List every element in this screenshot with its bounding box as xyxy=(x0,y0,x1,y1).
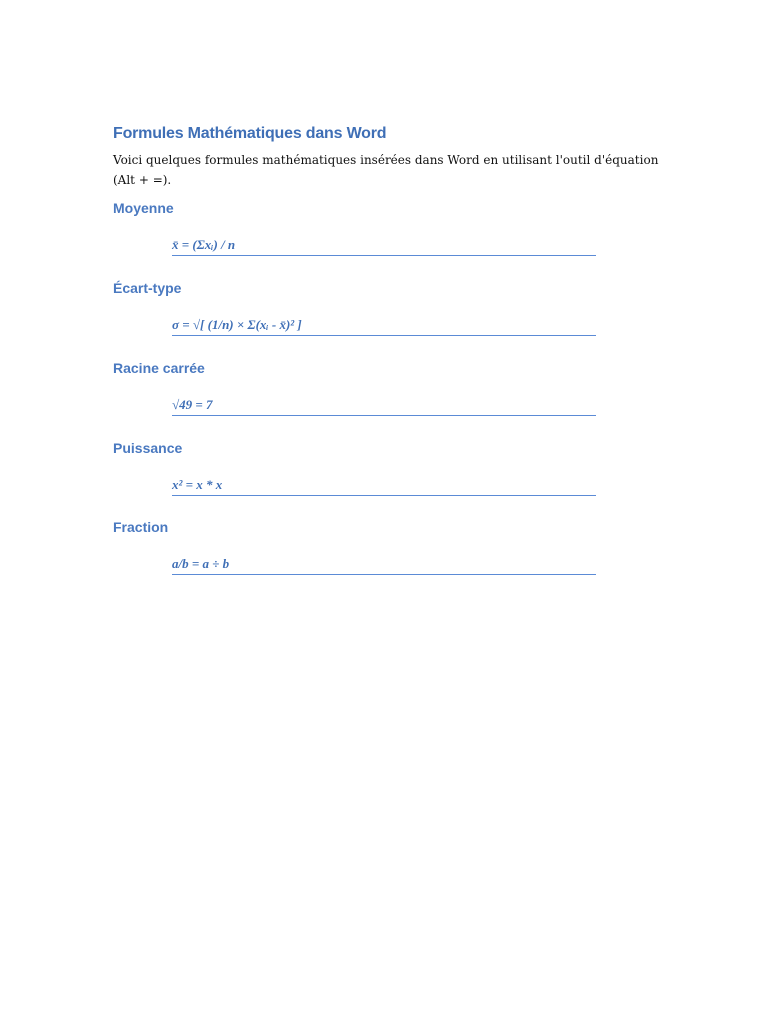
section-heading-ecart-type: Écart-type xyxy=(113,280,182,296)
section-heading-puissance: Puissance xyxy=(113,440,183,456)
section-heading-fraction: Fraction xyxy=(113,519,169,535)
equation-puissance[interactable]: x² = x * x xyxy=(172,475,596,496)
equation-ecart-type[interactable]: σ = √[ (1/n) × Σ(xᵢ - x̄)² ] xyxy=(172,315,596,336)
document-title: Formules Mathématiques dans Word xyxy=(113,125,387,142)
equation-moyenne[interactable]: x̄ = (Σxᵢ) / n xyxy=(172,235,596,256)
intro-paragraph: Voici quelques formules mathématiques insérées dans Word en utilisant l'outil d'équation (Alt + =). xyxy=(113,153,659,187)
equation-fraction[interactable]: a/b = a ÷ b xyxy=(172,554,596,575)
equation-racine-carree[interactable]: √49 = 7 xyxy=(172,395,596,416)
section-heading-moyenne: Moyenne xyxy=(113,200,174,216)
section-heading-racine-carree: Racine carrée xyxy=(113,360,205,376)
